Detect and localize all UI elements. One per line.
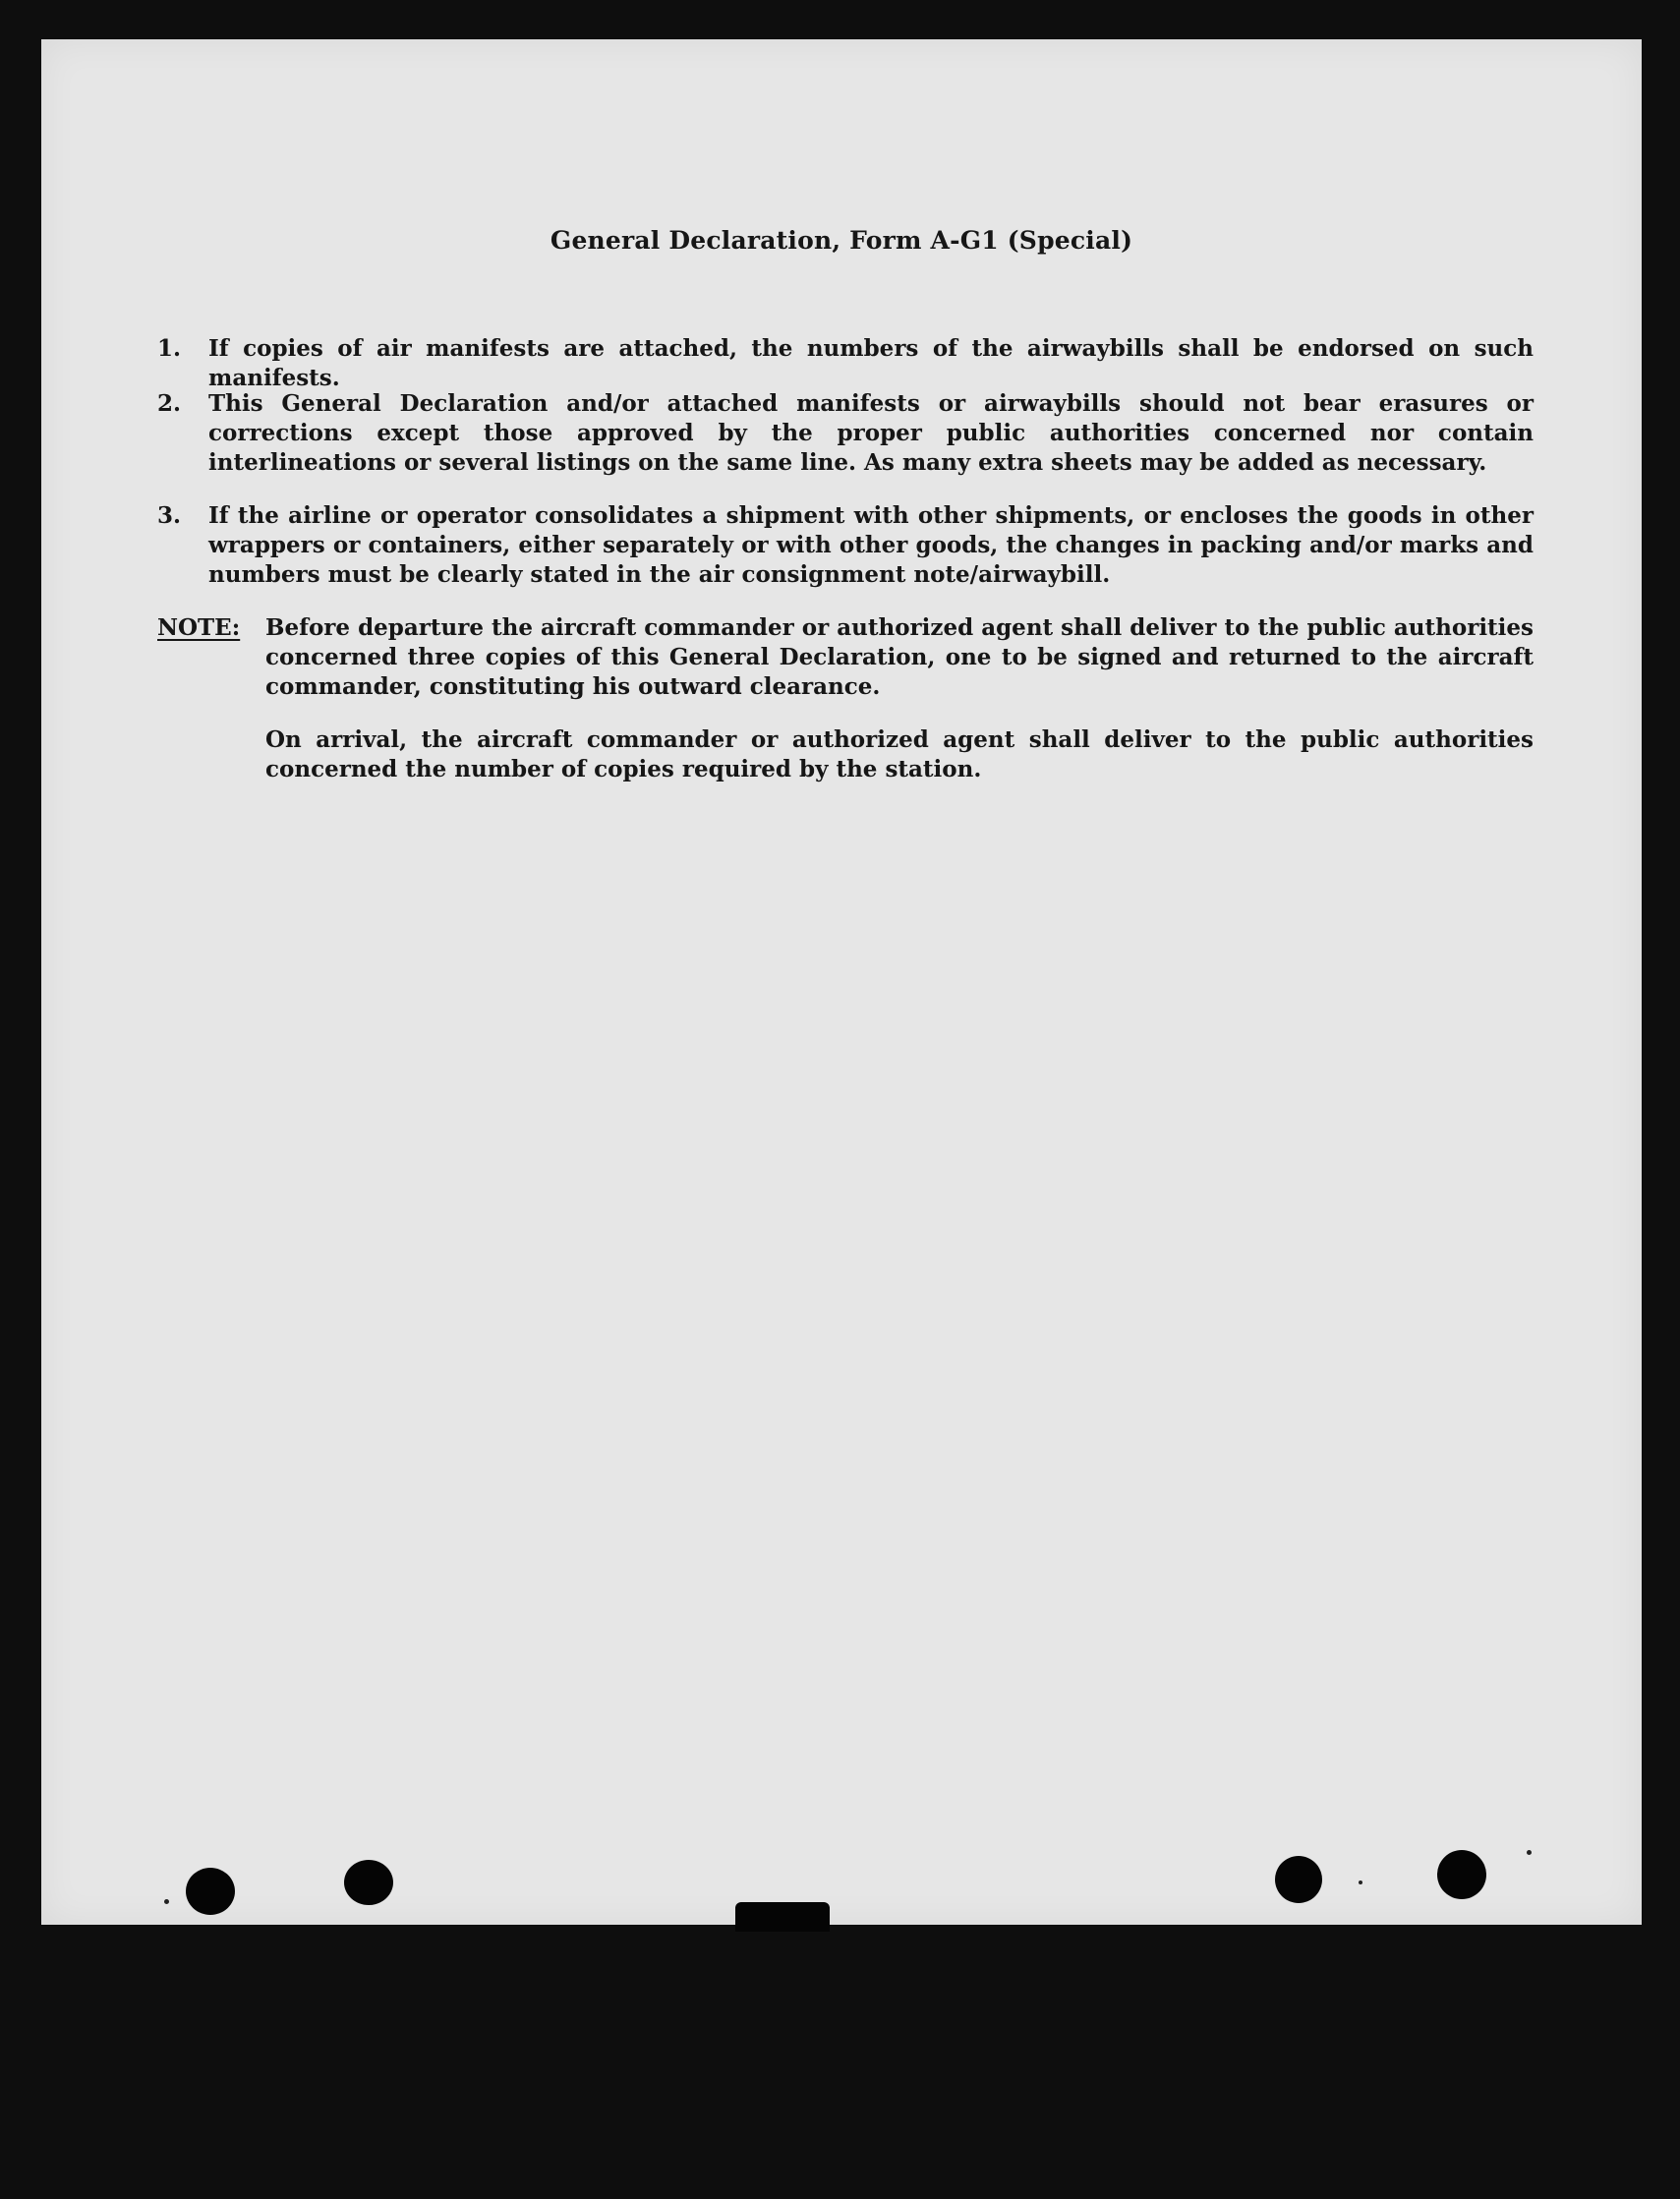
list-item-text: This General Declaration and/or attached manifests or airwaybills should not bear erasures or corrections except those approved by the proper public authorities concerned nor contain interlineations or several listings on the same line. As many extra sheets may be added as necessary. (208, 390, 1534, 476)
list-item-number: 1. (157, 335, 182, 362)
document-page (41, 39, 1642, 1925)
list-item-number: 2. (157, 390, 182, 417)
punch-hole-right-2 (1437, 1850, 1486, 1899)
list-item-text: If the airline or operator consolidates a shipment with other shipments, or encloses the goods in other wrappers or containers, either separately or with other goods, the changes in packing and/or marks and numbers must be clearly stated in the air consignment note/airwaybill. (208, 502, 1534, 588)
list-item-number: 3. (157, 502, 182, 529)
punch-hole-left-1 (186, 1868, 235, 1915)
scan-speck (164, 1899, 169, 1904)
document-title: General Declaration, Form A-G1 (Special) (550, 226, 1133, 255)
note-label: NOTE: (157, 614, 241, 641)
scan-speck (1359, 1881, 1362, 1884)
scan-speck (1527, 1850, 1532, 1855)
binder-clip-notch (735, 1902, 830, 1932)
list-item-text: If copies of air manifests are attached, the numbers of the airwaybills shall be endorsed on such manifests. (208, 335, 1534, 391)
note-paragraph-1: Before departure the aircraft commander or authorized agent shall deliver to the public authorities concerned three copies of this General Declaration, one to be signed and returned to the aircraft commander, constituting his outward clearance. (265, 614, 1534, 700)
punch-hole-left-2 (344, 1860, 393, 1905)
punch-hole-right-1 (1275, 1856, 1322, 1903)
note-paragraph-2: On arrival, the aircraft commander or authorized agent shall deliver to the public authorities concerned the number of copies required by the station. (265, 726, 1534, 782)
